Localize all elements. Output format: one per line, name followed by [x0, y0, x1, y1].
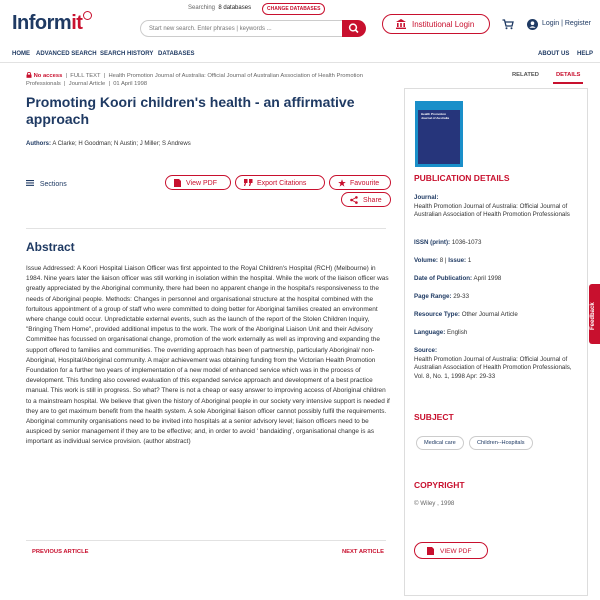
nav-search-history[interactable]: SEARCH HISTORY	[100, 51, 154, 57]
star-icon	[338, 179, 346, 187]
register-link[interactable]: Register	[564, 20, 591, 27]
nav-about-us[interactable]: ABOUT US	[538, 51, 570, 57]
nav-advanced-search[interactable]: ADVANCED SEARCH	[36, 51, 97, 57]
tab-related[interactable]: RELATED	[512, 72, 539, 78]
lock-icon	[26, 72, 32, 78]
detail-journal: Journal: Health Promotion Journal of Australia: Official Journal of Australian Association of Health Promotion Professionals	[414, 194, 570, 219]
breadcrumb-type: Journal Article	[68, 81, 106, 87]
abstract-text: Issue Addressed: A Koori Hospital Liaison Officer was first appointed to the Royal Children's Hospital (RCH) (Melbourne) in 1984. Nine years later the liaison officer was still working in isolation within the hospital. While the work of the liaison officer was greatly appreciated by the Aboriginal community, there had been no apparent change in the hospital's responsiveness to the needs of Aboriginal people. Methods: Changes in personnel and organisational structure at the hospital combined with the fortuitous appointment of a group of staff who were committed to doing better for Aboriginal families created an environment where change could occur. Unpredictable external events, such as the launch of the report of the Stolen Children Inquiry, "Bringing Them Home", provided additional impetus to the work. The work of the Aboriginal Liaison Unit and their Advisory Committee has focussed on organisational change, promotion of the work externally as well as improving and expanding the support offered to families and communities. The overriding approach has been of partnership, particularly Aboriginal/ non-Aboriginal, Hospital/Aboriginal community. A major achievement was obtaining funding from the Victorian Health Promotion Foundation for a further two years of implementation of a new model of enhanced service which was in the process of development. This funding also covered evaluation of this expanded service approach and development of a best practice manual. This work is still in progress. So what? There is not a cheap or easy answer to improving access of Aboriginal children to a mainstream hospital. We believe that given the history of Aboriginal people in our society very intensive support is needed if they are to get maximum benefit from the health system. A sole Aboriginal liaison officer cannot possibly fulfil the requirements. Aboriginal community organisations need to be invited into hospitals at a senior advisory level; liaison officers need to be auspiced by senior management if they are to be effective; and, in order to avoid ' bandaiding', organisational change is as important as individual service provision. (author abstract)	[26, 265, 390, 446]
bank-icon	[395, 18, 407, 30]
list-icon	[26, 180, 34, 186]
databases-count: 8 databases	[218, 5, 252, 11]
nav-help[interactable]: HELP	[577, 51, 594, 57]
export-citations-label: Export Citations	[257, 180, 307, 187]
detail-volume-issue: Volume: 8 | Issue: 1	[414, 257, 472, 264]
export-citations-button[interactable]	[235, 175, 325, 190]
article-title: Promoting Koori children's health - an affirmative approach	[26, 94, 355, 127]
share-icon	[350, 196, 358, 204]
copyright-heading: COPYRIGHT	[414, 480, 465, 490]
journal-cover-title: Health Promotion Journal of Australia	[421, 112, 450, 120]
breadcrumb-journal: Health Promotion Journal of Australia: Official Journal of Australian Association of Health Promotion Professionals	[26, 73, 363, 87]
previous-article-link[interactable]: PREVIOUS ARTICLE	[32, 549, 89, 555]
favourite-label: Favourite	[350, 180, 380, 187]
sidebar-view-pdf-label: VIEW PDF	[440, 548, 472, 555]
sections-button[interactable]	[26, 180, 67, 188]
cart-icon[interactable]	[502, 19, 514, 30]
login-link[interactable]: Login	[542, 20, 560, 27]
logo-accent: it	[71, 12, 83, 34]
detail-date: Date of Publication: April 1998	[414, 275, 502, 282]
view-pdf-label: View PDF	[186, 180, 217, 187]
authors	[26, 141, 191, 147]
journal-cover	[415, 101, 463, 167]
search-icon	[342, 20, 366, 37]
logo-mark-icon	[83, 11, 92, 20]
logo-main: Inform	[12, 12, 72, 34]
detail-language: Language: English	[414, 329, 468, 336]
subject-tag[interactable]: Medical care	[416, 436, 464, 450]
institutional-login-label: Institutional Login	[412, 20, 475, 29]
subject-tag[interactable]: Children--Hospitals	[469, 436, 533, 450]
quote-icon	[244, 179, 253, 186]
share-button[interactable]	[341, 192, 391, 207]
feedback-label: Feedback	[590, 302, 596, 330]
abstract-heading: Abstract	[26, 240, 75, 254]
search-button[interactable]	[342, 20, 366, 37]
full-text-label: FULL TEXT	[70, 73, 101, 79]
detail-resource-type: Resource Type: Other Journal Article	[414, 311, 518, 318]
pagination-divider	[26, 540, 386, 541]
search-input[interactable]: Start new search. Enter phrases | keywords ...	[140, 20, 342, 37]
sections-label: Sections	[39, 181, 67, 188]
sidebar-view-pdf-button[interactable]	[414, 542, 488, 559]
detail-issn: ISSN (print): 1036-1073	[414, 239, 482, 246]
detail-source: Source: Health Promotion Journal of Australia: Official Journal of Australian Association of Health Promotion Professionals, Vol. 8, No. 1, 1998 Apr: 29-33	[414, 347, 572, 380]
copyright-text: © Wiley , 1998	[414, 500, 455, 507]
publication-details-heading: PUBLICATION DETAILS	[414, 173, 510, 183]
share-label: Share	[363, 197, 382, 204]
change-databases-button[interactable]: CHANGE DATABASES	[262, 3, 325, 15]
view-pdf-button[interactable]	[165, 175, 231, 190]
feedback-tab[interactable]	[589, 284, 600, 344]
detail-pages: Page Range: 29-33	[414, 293, 470, 300]
tab-active-indicator	[553, 82, 583, 84]
nav-divider	[0, 62, 600, 63]
user-icon	[527, 19, 538, 30]
institutional-login-button[interactable]	[382, 14, 490, 34]
next-article-link[interactable]: NEXT ARTICLE	[342, 549, 384, 555]
authors-list[interactable]: A Clarke; H Goodman; N Austin; J Miller; S Andrews	[52, 141, 191, 147]
journal-cover-inner	[418, 110, 460, 164]
searching-label: Searching 8 databases	[188, 5, 252, 11]
informit-logo[interactable]	[12, 12, 91, 35]
tab-details[interactable]: DETAILS	[556, 72, 581, 78]
breadcrumb-date: 01 April 1998	[113, 81, 148, 87]
nav-databases[interactable]: DATABASES	[158, 51, 195, 57]
access-status: No access	[33, 73, 63, 79]
subject-heading: SUBJECT	[414, 412, 454, 422]
authors-label: Authors:	[26, 141, 51, 147]
pdf-icon	[174, 179, 181, 187]
login-register: Login | Register	[542, 20, 591, 27]
nav-home[interactable]: HOME	[12, 51, 30, 57]
detail-journal-value[interactable]: Health Promotion Journal of Australia: Official Journal of Australian Association of Health Promotion Professionals	[414, 202, 570, 219]
pdf-icon	[427, 547, 434, 555]
breadcrumb: No access | FULL TEXT | Health Promotion Journal of Australia: Official Journal of Australian Association of Health Promotion Professionals | Journal Article | 01 April 1998	[26, 73, 363, 87]
section-divider	[26, 228, 386, 229]
favourite-button[interactable]	[329, 175, 391, 190]
